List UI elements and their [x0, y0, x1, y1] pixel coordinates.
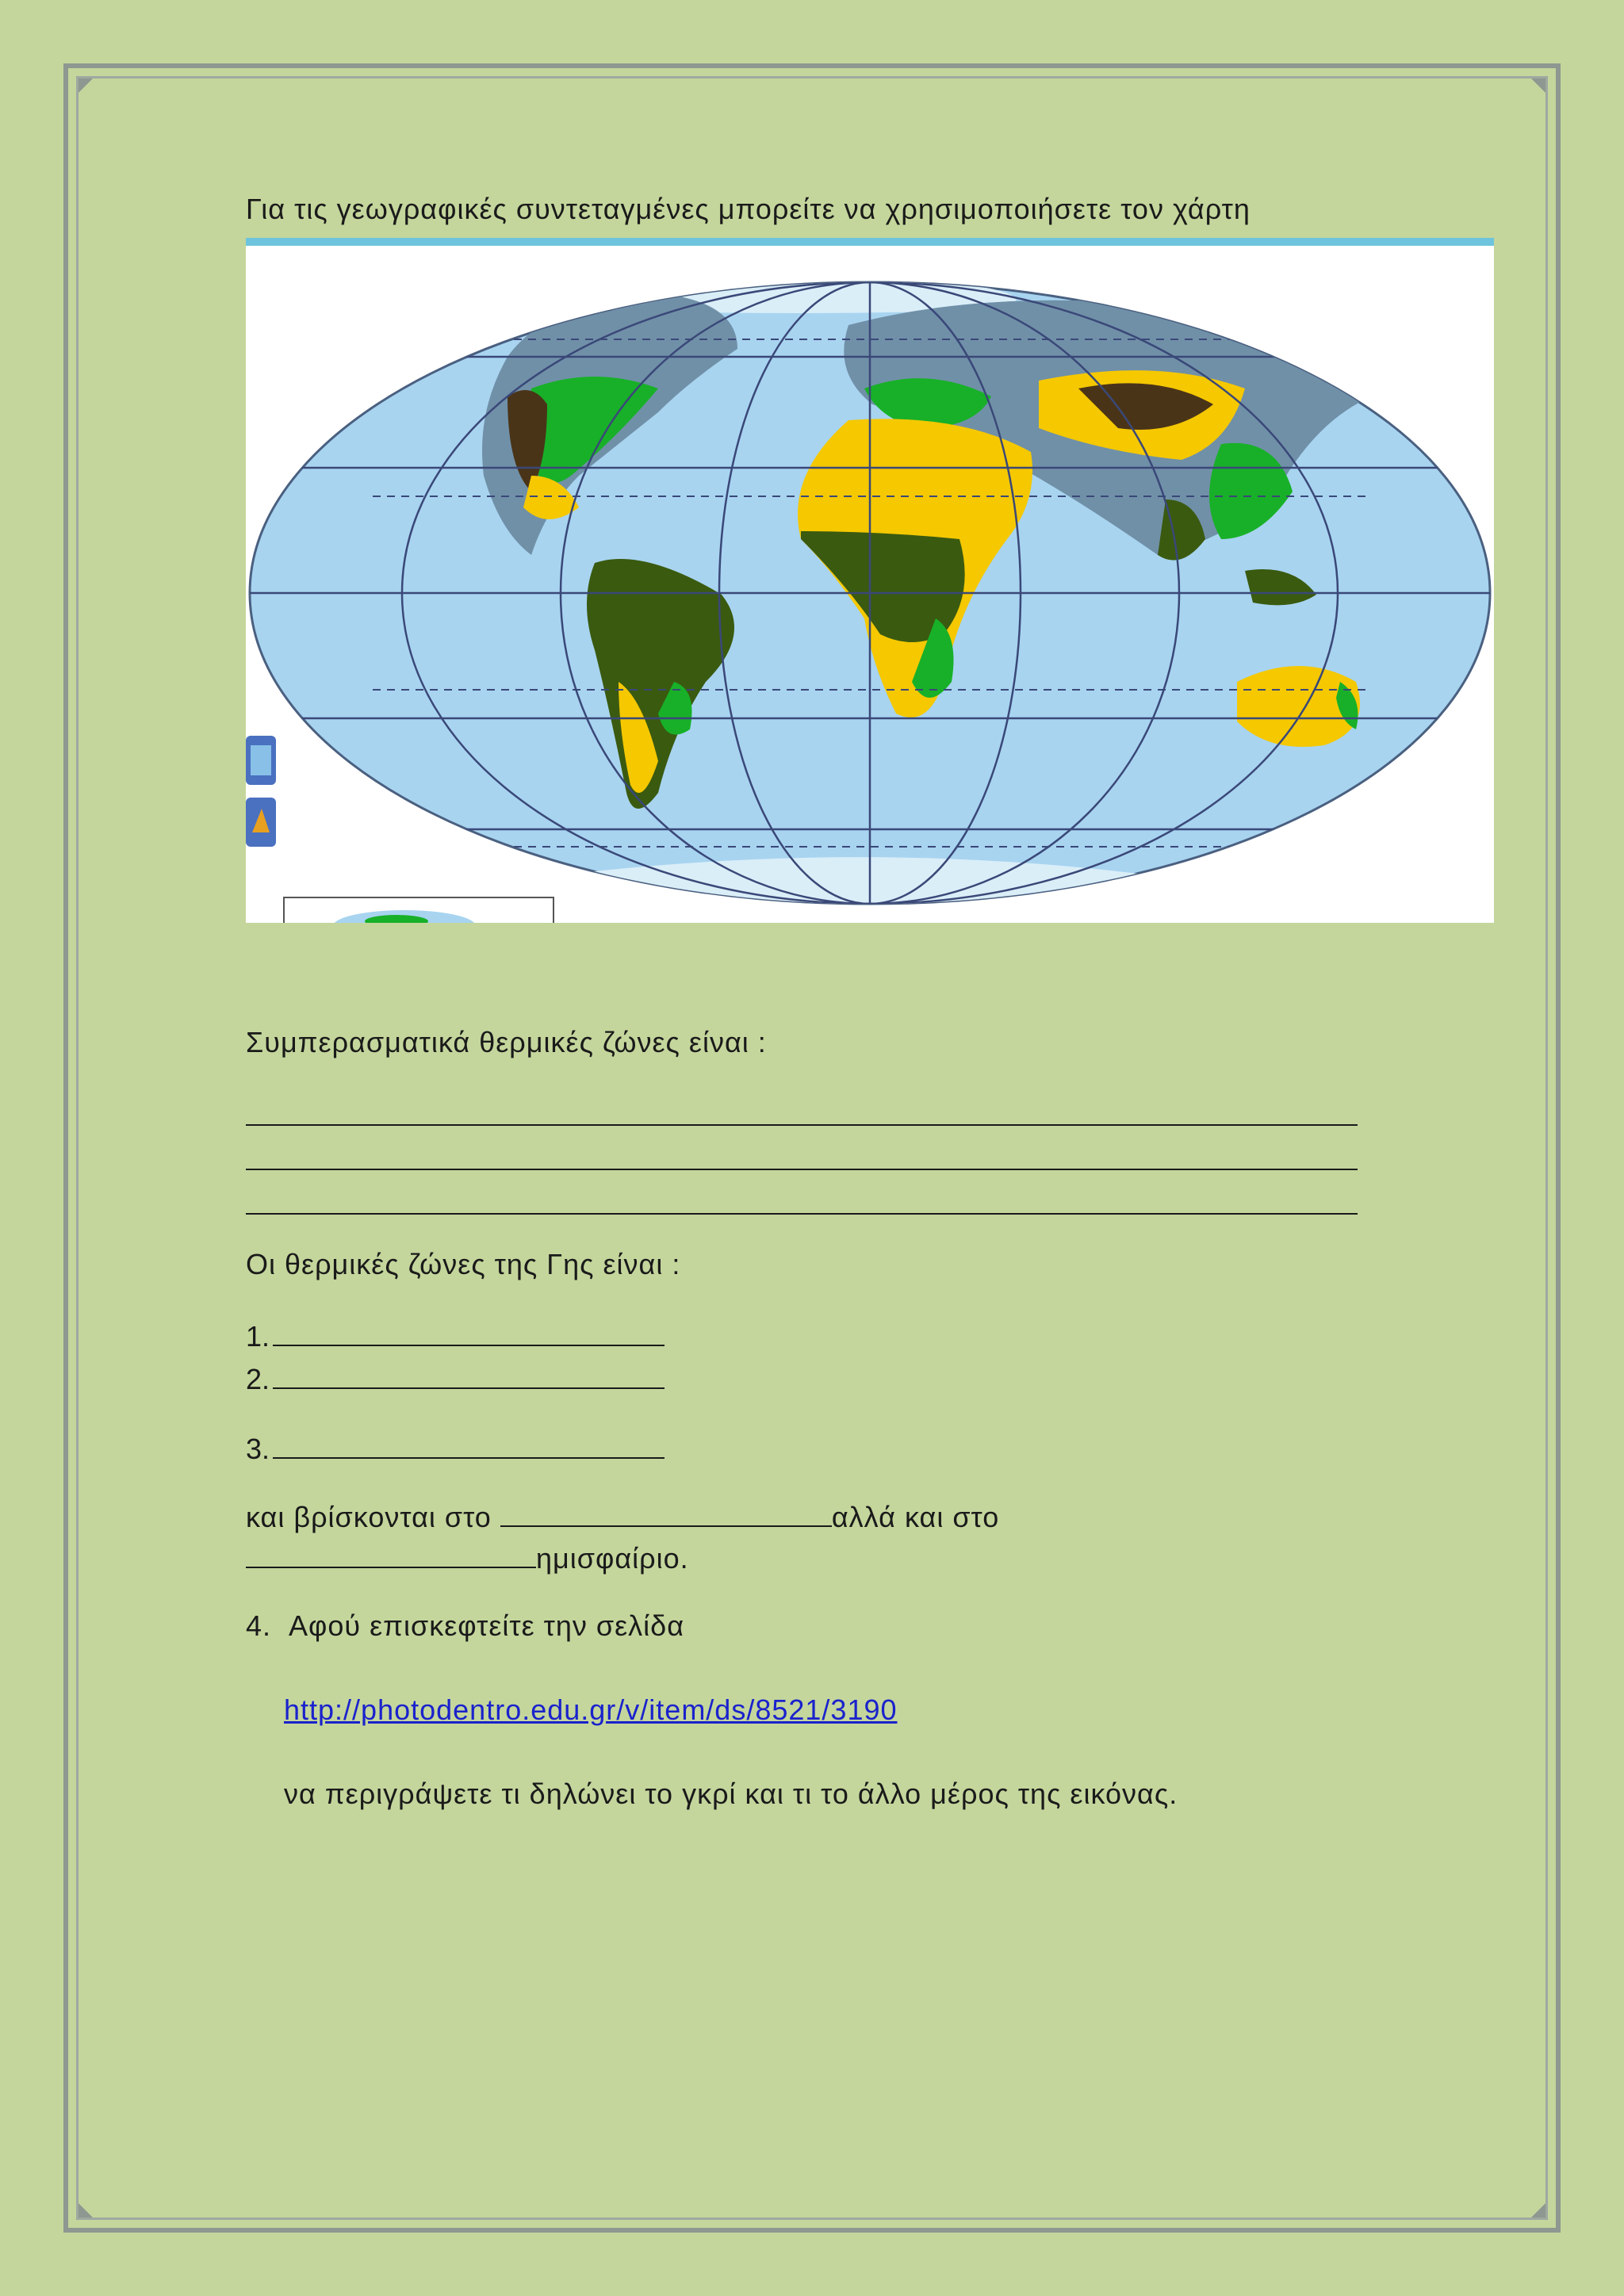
number-label: 1. [246, 1320, 270, 1353]
answer-line[interactable] [246, 1169, 1358, 1170]
task4-line [246, 1609, 684, 1643]
location-text-2: αλλά και στο [831, 1501, 1000, 1533]
task4-text: Αφού επισκεφτείτε την σελίδα [289, 1609, 684, 1642]
numbered-answer-3[interactable] [246, 1430, 665, 1466]
border-corner [79, 78, 93, 93]
answer-line[interactable] [246, 1124, 1358, 1126]
location-text-1: και βρίσκονται στο [246, 1501, 492, 1533]
hemisphere-blank-2[interactable] [246, 1540, 536, 1568]
world-climate-map [246, 238, 1494, 923]
border-corner [1531, 2203, 1545, 2218]
location-sentence-cont [246, 1540, 689, 1575]
location-sentence [246, 1498, 999, 1534]
numbered-answer-2[interactable] [246, 1360, 665, 1396]
task4-instruction: να περιγράψετε τι δηλώνει το γκρί και τι το άλλο μέρος της εικόνας. [284, 1777, 1178, 1810]
intro-text: Για τις γεωγραφικές συντεταγμένες μπορείτε να χρησιμοποιήσετε τον χάρτη [246, 193, 1251, 225]
numbered-answer-1[interactable] [246, 1318, 665, 1353]
location-text-3: ημισφαίριο. [536, 1542, 689, 1575]
border-corner [79, 2203, 93, 2218]
zones-prompt: Οι θερμικές ζώνες της Γης είναι : [246, 1248, 681, 1280]
number-label: 3. [246, 1433, 270, 1465]
answer-line[interactable] [246, 1213, 1358, 1215]
conclusion-prompt: Συμπερασματικά θερμικές ζώνες είναι : [246, 1026, 767, 1058]
number-label: 2. [246, 1363, 270, 1395]
hemisphere-blank-1[interactable] [500, 1498, 832, 1527]
photodentro-link[interactable]: http://photodentro.edu.gr/v/item/ds/8521/3190 [284, 1693, 898, 1726]
border-corner [1531, 78, 1545, 93]
task4-number: 4. [246, 1609, 272, 1642]
